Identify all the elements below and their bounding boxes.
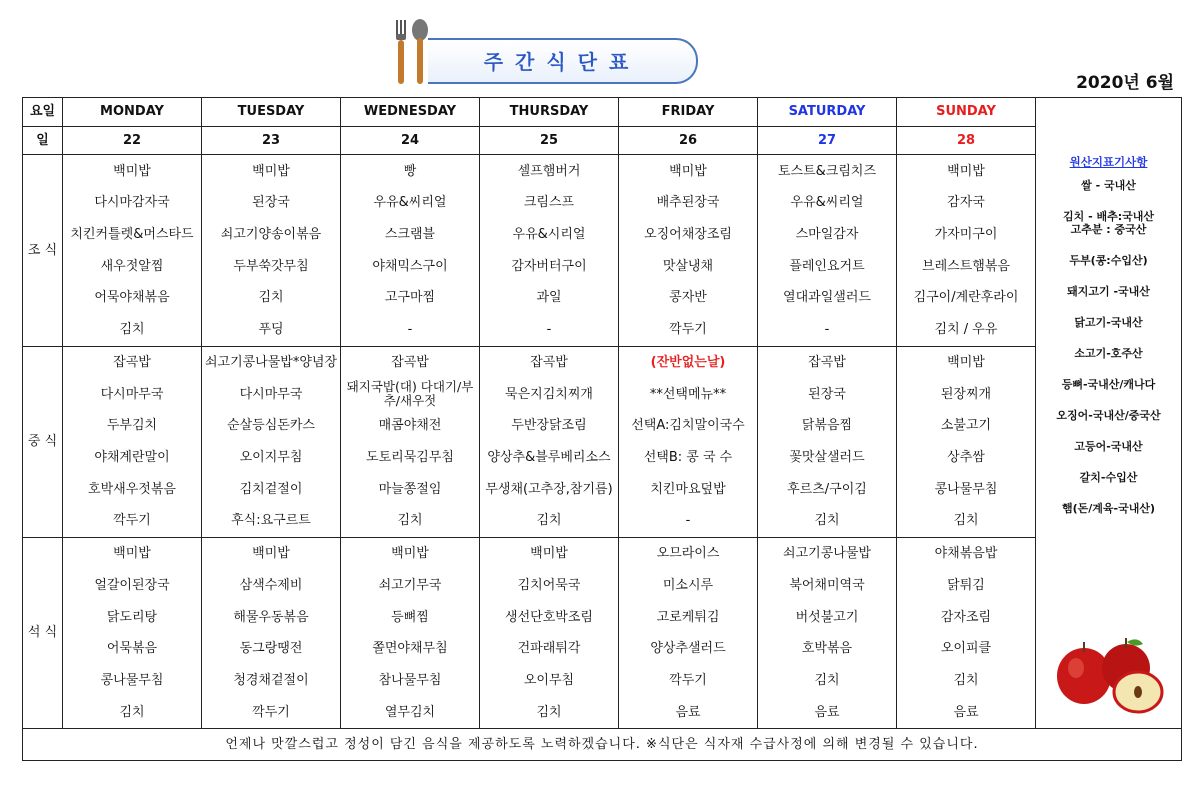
date-cell: 28 [897, 126, 1036, 155]
menu-row [23, 665, 1182, 697]
menu-item: 콩나물무침 [897, 473, 1036, 505]
menu-item: 플레인요거트 [758, 250, 897, 282]
menu-item: 선택A:김치말이국수 [619, 410, 758, 442]
menu-item: 참나물무침 [341, 665, 480, 697]
menu-item: 두부김치 [63, 410, 202, 442]
origin-item: 닭고기-국내산 [1074, 316, 1143, 329]
menu-row [23, 282, 1182, 314]
menu-item: 오이지무침 [202, 442, 341, 474]
menu-item: 후르츠/구이김 [758, 473, 897, 505]
menu-item: 열대과일샐러드 [758, 282, 897, 314]
day-of-week-label: 요일 [23, 98, 63, 127]
menu-item: 브레스트햄볶음 [897, 250, 1036, 282]
menu-item: 미소시루 [619, 570, 758, 602]
menu-row [23, 442, 1182, 474]
menu-item: - [341, 314, 480, 346]
menu-item: 다시마무국 [202, 378, 341, 410]
menu-item: 김치 [341, 505, 480, 537]
date-cell: 27 [758, 126, 897, 155]
menu-item: 쇠고기콩나물밥*양념장 [202, 346, 341, 378]
menu-row [23, 378, 1182, 410]
menu-item: 김구이/계란후라이 [897, 282, 1036, 314]
menu-item: 잡곡밥 [63, 346, 202, 378]
date-cell: 25 [480, 126, 619, 155]
origin-item: 햄(돈/계육-국내산) [1061, 502, 1156, 515]
origin-item: 쌀 - 국내산 [1081, 179, 1136, 192]
day-header-row [23, 98, 1182, 127]
menu-item: 닭도리탕 [63, 601, 202, 633]
menu-item: 후식:요구르트 [202, 505, 341, 537]
menu-row [23, 155, 1182, 187]
menu-item: 새우젓알찜 [63, 250, 202, 282]
menu-item: 선택B: 콩 국 수 [619, 442, 758, 474]
menu-item: 김치 / 우유 [897, 314, 1036, 346]
menu-item: 상추쌈 [897, 442, 1036, 474]
menu-item: 김치 [758, 505, 897, 537]
menu-item: 깍두기 [63, 505, 202, 537]
menu-item: 북어채미역국 [758, 570, 897, 602]
menu-item: - [480, 314, 619, 346]
menu-item: 김치겉절이 [202, 473, 341, 505]
menu-row [23, 570, 1182, 602]
menu-row [23, 473, 1182, 505]
menu-item: 생선단호박조림 [480, 601, 619, 633]
origin-item: 오징어-국내산/중국산 [1056, 409, 1161, 422]
date-cell: 24 [341, 126, 480, 155]
menu-item: 쇠고기콩나물밥 [758, 537, 897, 569]
menu-row [23, 250, 1182, 282]
menu-item: 양상추샐러드 [619, 633, 758, 665]
menu-item: 호박볶음 [758, 633, 897, 665]
menu-item: 김치 [480, 696, 619, 728]
menu-item: 백미밥 [63, 537, 202, 569]
menu-item: 음료 [758, 696, 897, 728]
menu-item: 건파래튀각 [480, 633, 619, 665]
menu-item: 호박새우젓볶음 [63, 473, 202, 505]
menu-item: 고구마찜 [341, 282, 480, 314]
menu-item: 돼지국밥(대) 다대기/부추/새우젓 [341, 378, 480, 410]
menu-item: 오므라이스 [619, 537, 758, 569]
date-cell: 26 [619, 126, 758, 155]
page-header [380, 18, 710, 88]
weekly-menu-table [22, 97, 1182, 761]
menu-item: 매콤야채전 [341, 410, 480, 442]
menu-item: - [758, 314, 897, 346]
origin-title: 원산지표기사항 [1069, 155, 1148, 169]
menu-item: 김치 [897, 665, 1036, 697]
date-header-row [23, 126, 1182, 155]
menu-item: 마늘쫑절임 [341, 473, 480, 505]
menu-item: 백미밥 [897, 346, 1036, 378]
origin-item: 갈치-수입산 [1079, 471, 1138, 484]
menu-item: 양상추&블루베리소스 [480, 442, 619, 474]
footer-row [23, 729, 1182, 761]
menu-item: 무생채(고추장,참기름) [480, 473, 619, 505]
menu-row [23, 505, 1182, 537]
menu-item: 해물우동볶음 [202, 601, 341, 633]
day-name-monday: MONDAY [63, 98, 202, 127]
menu-item: 셀프햄버거 [480, 155, 619, 187]
menu-item: 된장국 [758, 378, 897, 410]
origin-item: 고등어-국내산 [1074, 440, 1143, 453]
menu-item: **선택메뉴** [619, 378, 758, 410]
menu-item: 깍두기 [202, 696, 341, 728]
menu-item: 오징어채장조림 [619, 219, 758, 251]
menu-item: - [619, 505, 758, 537]
menu-item: 음료 [897, 696, 1036, 728]
day-name-saturday: SATURDAY [758, 98, 897, 127]
menu-row [23, 696, 1182, 728]
menu-item: 콩나물무침 [63, 665, 202, 697]
day-name-sunday: SUNDAY [897, 98, 1036, 127]
origin-list [1036, 156, 1181, 533]
menu-item: 가자미구이 [897, 219, 1036, 251]
day-name-thursday: THURSDAY [480, 98, 619, 127]
menu-row [23, 537, 1182, 569]
date-cell: 23 [202, 126, 341, 155]
menu-item: 백미밥 [63, 155, 202, 187]
menu-item: 쇠고기무국 [341, 570, 480, 602]
menu-row [23, 410, 1182, 442]
menu-item: 백미밥 [619, 155, 758, 187]
menu-item: 김치어묵국 [480, 570, 619, 602]
menu-item: 야채계란말이 [63, 442, 202, 474]
menu-item: 쫄면야채무침 [341, 633, 480, 665]
origin-item: 김치 - 배추:국내산 고추분 : 중국산 [1062, 210, 1154, 236]
menu-item: 빵 [341, 155, 480, 187]
menu-date: 2020년 6월 [1076, 73, 1174, 93]
menu-item: 음료 [619, 696, 758, 728]
menu-item: 콩자반 [619, 282, 758, 314]
menu-item: 버섯불고기 [758, 601, 897, 633]
menu-item: 김치 [63, 696, 202, 728]
menu-item: 치킨커틀렛&머스타드 [63, 219, 202, 251]
menu-item: 동그랑땡전 [202, 633, 341, 665]
menu-item: 오이피클 [897, 633, 1036, 665]
day-name-friday: FRIDAY [619, 98, 758, 127]
menu-item: 배추된장국 [619, 187, 758, 219]
breakfast-label: 조 식 [23, 155, 63, 346]
menu-item: 야채볶음밥 [897, 537, 1036, 569]
menu-item: 과일 [480, 282, 619, 314]
menu-item: (잔반없는날) [619, 346, 758, 378]
menu-item: 열무김치 [341, 696, 480, 728]
menu-item: 두부쑥갓무침 [202, 250, 341, 282]
menu-item: 얼갈이된장국 [63, 570, 202, 602]
menu-item: 치킨마요덮밥 [619, 473, 758, 505]
menu-item: 잡곡밥 [480, 346, 619, 378]
origin-item: 소고기-호주산 [1074, 347, 1143, 360]
page-title: 주간식단표 [483, 50, 641, 74]
menu-item: 김치 [897, 505, 1036, 537]
menu-item: 잡곡밥 [758, 346, 897, 378]
menu-item: 깍두기 [619, 665, 758, 697]
menu-item: 삼색수제비 [202, 570, 341, 602]
lunch-label: 중 식 [23, 346, 63, 537]
menu-item: 김치 [480, 505, 619, 537]
menu-item: 우유&씨리얼 [341, 187, 480, 219]
menu-item: 어묵야채볶음 [63, 282, 202, 314]
menu-item: 두반장닭조림 [480, 410, 619, 442]
menu-row [23, 601, 1182, 633]
menu-item: 청경채겉절이 [202, 665, 341, 697]
menu-item: 백미밥 [202, 155, 341, 187]
menu-item: 스마일감자 [758, 219, 897, 251]
menu-item: 닭튀김 [897, 570, 1036, 602]
menu-item: 순살등심돈카스 [202, 410, 341, 442]
menu-item: 소불고기 [897, 410, 1036, 442]
menu-item: 다시마감자국 [63, 187, 202, 219]
dinner-label: 석 식 [23, 537, 63, 728]
menu-item: 감자국 [897, 187, 1036, 219]
menu-item: 고로케튀김 [619, 601, 758, 633]
footer-notice: 언제나 맛깔스럽고 정성이 담긴 음식을 제공하도록 노력하겠습니다. ※식단은 식자재 수급사정에 의해 변경될 수 있습니다. [23, 729, 1182, 761]
date-label: 일 [23, 126, 63, 155]
menu-item: 백미밥 [202, 537, 341, 569]
menu-item: 깍두기 [619, 314, 758, 346]
day-name-wednesday: WEDNESDAY [341, 98, 480, 127]
menu-item: 우유&씨리얼 [758, 187, 897, 219]
menu-item: 묵은지김치찌개 [480, 378, 619, 410]
menu-item: 김치 [758, 665, 897, 697]
menu-item: 백미밥 [897, 155, 1036, 187]
menu-item: 된장찌개 [897, 378, 1036, 410]
menu-row [23, 314, 1182, 346]
menu-item: 잡곡밥 [341, 346, 480, 378]
menu-item: 쇠고기양송이볶음 [202, 219, 341, 251]
menu-item: 어묵볶음 [63, 633, 202, 665]
menu-item: 야채믹스구이 [341, 250, 480, 282]
origin-item: 등뼈-국내산/캐나다 [1061, 378, 1156, 391]
origin-item: 두부(콩:수입산) [1069, 254, 1148, 267]
menu-item: 스크램블 [341, 219, 480, 251]
menu-item: 맛살냉채 [619, 250, 758, 282]
menu-item: 우유&시리얼 [480, 219, 619, 251]
menu-row [23, 346, 1182, 378]
menu-item: 꽃맛살샐러드 [758, 442, 897, 474]
origin-info-panel [1036, 98, 1182, 729]
menu-item: 닭볶음찜 [758, 410, 897, 442]
menu-item: 된장국 [202, 187, 341, 219]
menu-item: 감자버터구이 [480, 250, 619, 282]
menu-item: 오이무침 [480, 665, 619, 697]
menu-item: 등뼈찜 [341, 601, 480, 633]
origin-item: 돼지고기 -국내산 [1067, 285, 1150, 298]
day-name-tuesday: TUESDAY [202, 98, 341, 127]
menu-item: 백미밥 [480, 537, 619, 569]
menu-item: 감자조림 [897, 601, 1036, 633]
menu-item: 백미밥 [341, 537, 480, 569]
menu-item: 푸딩 [202, 314, 341, 346]
menu-item: 다시마무국 [63, 378, 202, 410]
apple-icon [1054, 634, 1166, 714]
date-cell: 22 [63, 126, 202, 155]
menu-row [23, 187, 1182, 219]
menu-row [23, 219, 1182, 251]
menu-item: 도토리묵김무침 [341, 442, 480, 474]
menu-item: 토스트&크림치즈 [758, 155, 897, 187]
menu-row [23, 633, 1182, 665]
menu-item: 크림스프 [480, 187, 619, 219]
menu-item: 김치 [63, 314, 202, 346]
menu-item: 김치 [202, 282, 341, 314]
